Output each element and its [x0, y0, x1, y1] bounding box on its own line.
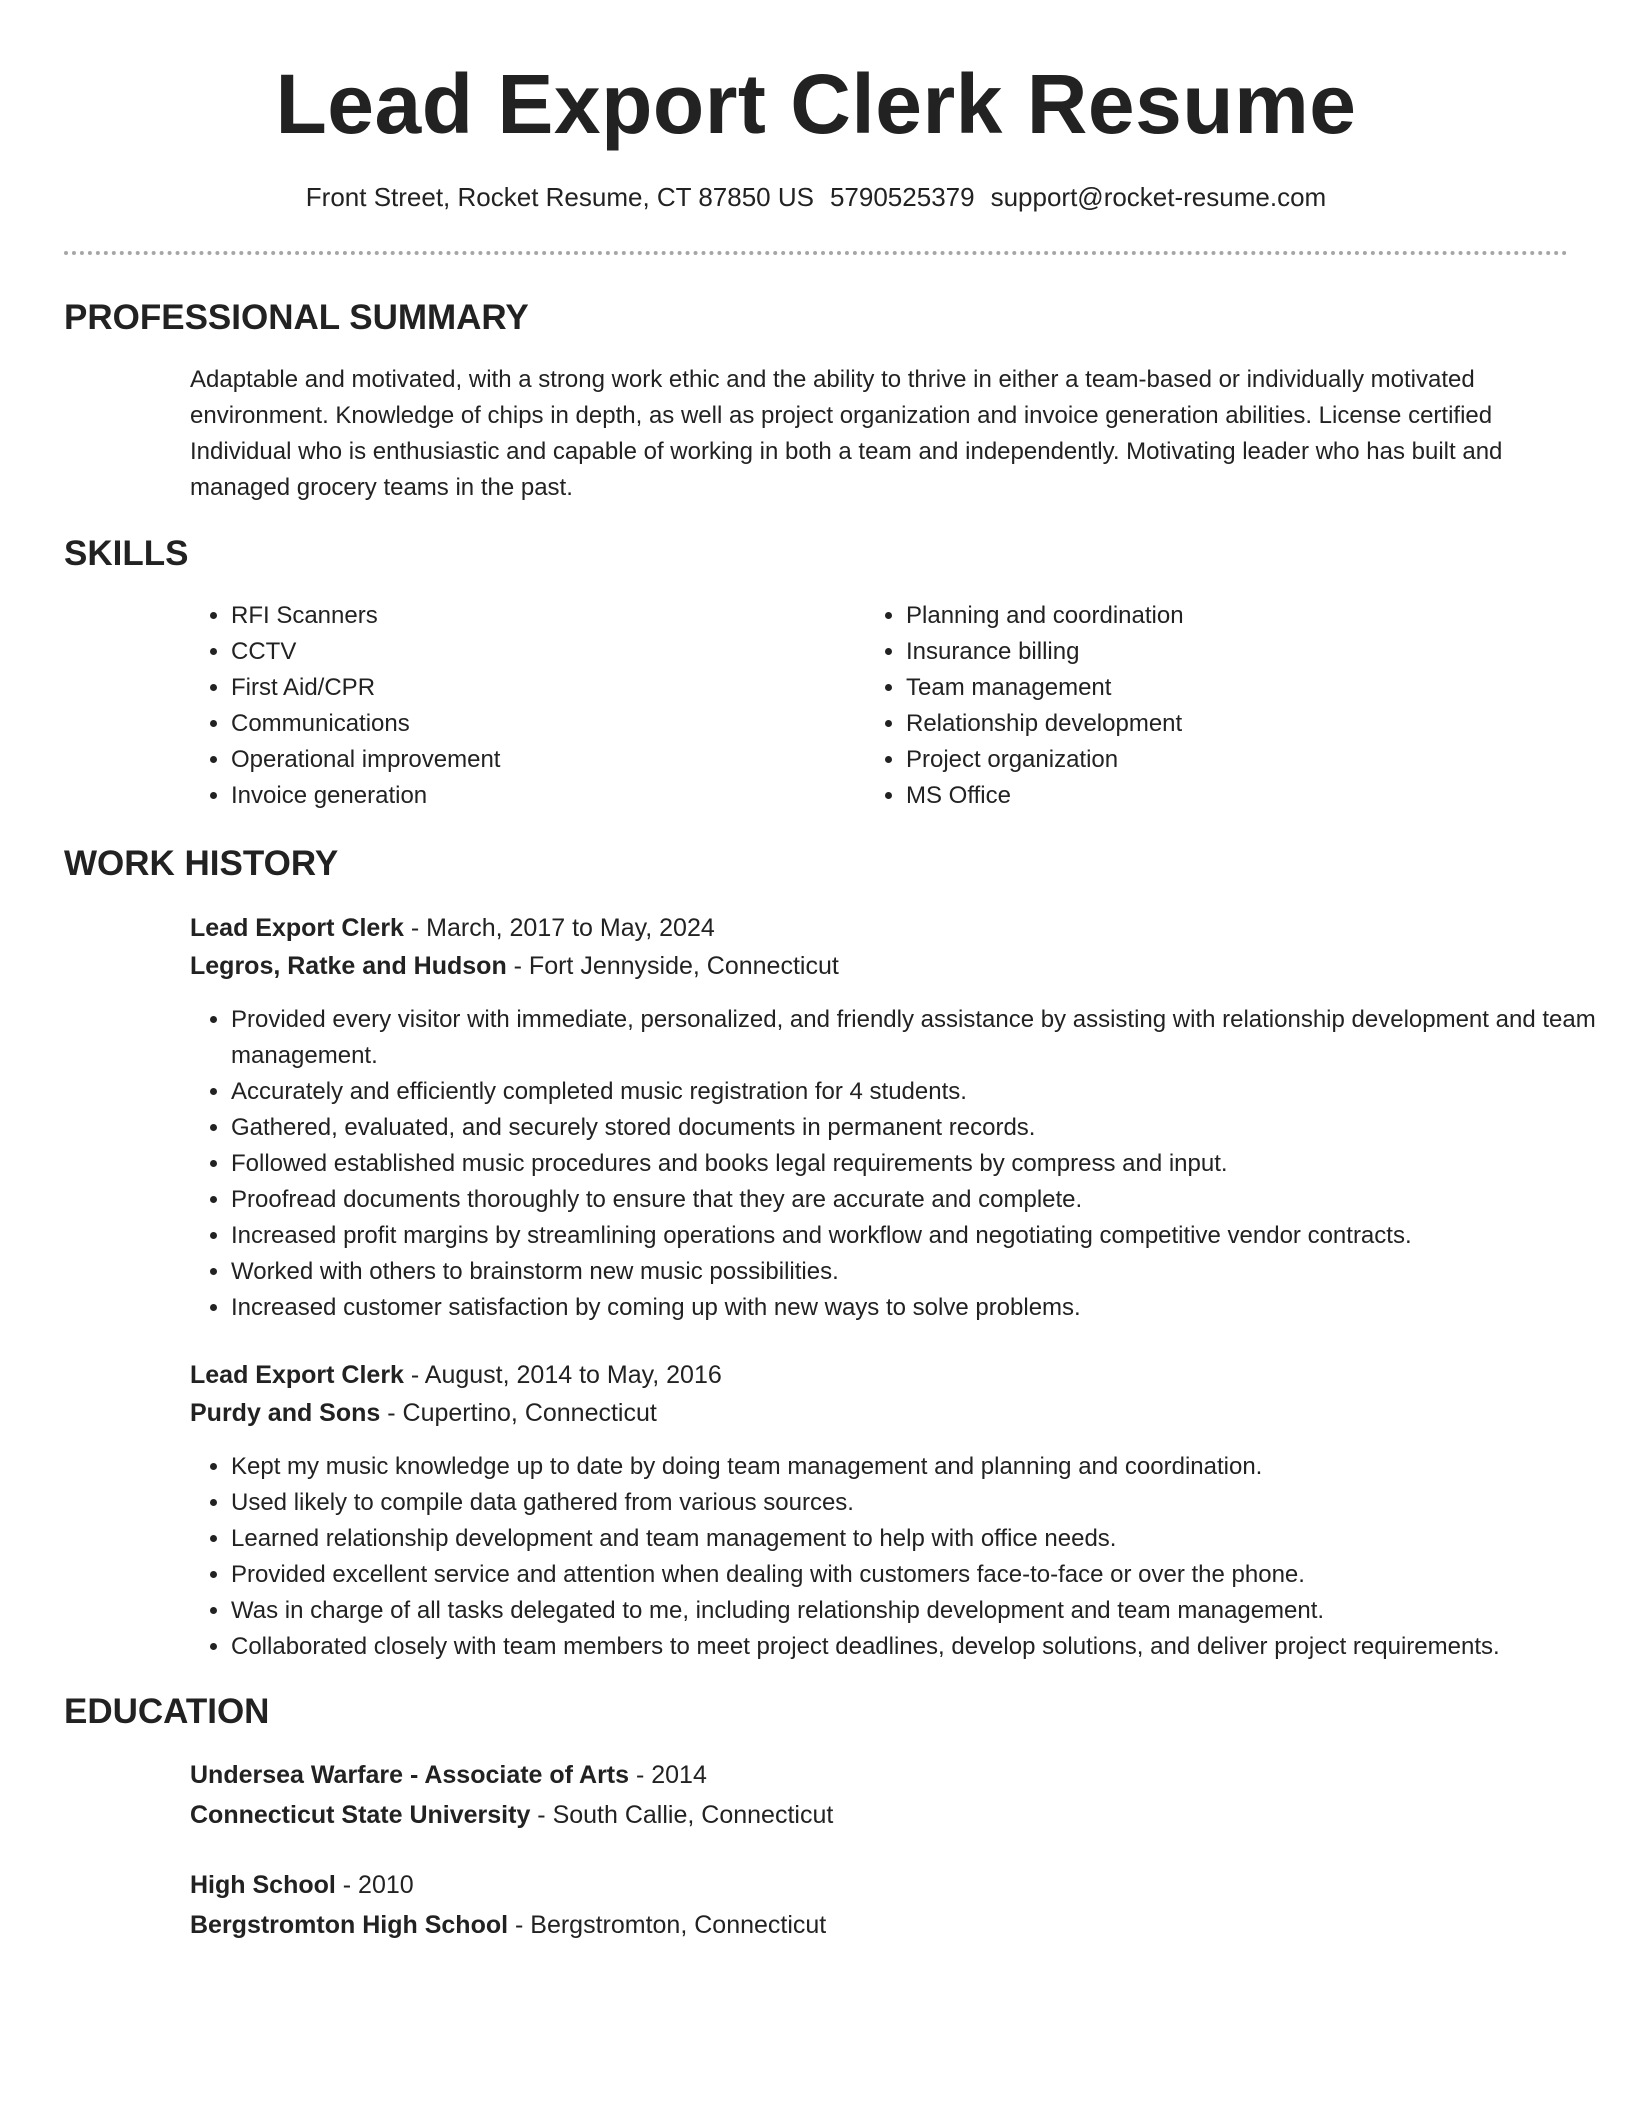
skill-item: • MS Office	[906, 778, 1606, 814]
job-bullet: • Kept my music knowledge up to date by doing team management and planning and coordination.	[231, 1449, 1611, 1485]
skill-item: • First Aid/CPR	[231, 670, 851, 706]
skills-list-right	[862, 598, 1606, 814]
skill-item: • Insurance billing	[906, 634, 1606, 670]
contact-phone: 5790525379	[829, 182, 975, 212]
summary-heading: PROFESSIONAL SUMMARY	[64, 298, 529, 337]
summary-text: Adaptable and motivated, with a strong work ethic and the ability to thrive in either a team-based or individually motivated environment. Knowledge of chips in depth, as well as project organization and invoice generation abilities. License certified Individual who is enthusiastic and capable of working in both a team and independently. Motivating leader who has built and managed grocery teams in the past.	[190, 366, 1503, 501]
skill-item: • Operational improvement	[231, 742, 851, 778]
education-school-line	[190, 1796, 1570, 1834]
education-school: Bergstromton High School	[190, 1911, 509, 1939]
job-bullet: • Used likely to compile data gathered from various sources.	[231, 1485, 1611, 1521]
job-title: Lead Export Clerk	[190, 914, 404, 942]
contact-line	[0, 180, 1632, 214]
skill-item: • Communications	[231, 706, 851, 742]
skill-item: • Relationship development	[906, 706, 1606, 742]
job-location: - Cupertino, Connecticut	[380, 1399, 657, 1427]
job-bullet: • Increased profit margins by streamlining operations and workflow and negotiating competitive vendor contracts.	[231, 1218, 1611, 1254]
education-year: - 2014	[629, 1761, 707, 1789]
education-heading: EDUCATION	[64, 1692, 270, 1731]
job-bullet: • Proofread documents thoroughly to ensure that they are accurate and complete.	[231, 1182, 1611, 1218]
job-bullet: • Followed established music procedures and books legal requirements by compress and input.	[231, 1146, 1611, 1182]
education-degree-line	[190, 1866, 1570, 1904]
skill-item: • Planning and coordination	[906, 598, 1606, 634]
job-bullet: • Gathered, evaluated, and securely stored documents in permanent records.	[231, 1110, 1611, 1146]
education-year: - 2010	[335, 1871, 414, 1899]
job-bullet: • Accurately and efficiently completed music registration for 4 students.	[231, 1074, 1611, 1110]
job-bullet: • Was in charge of all tasks delegated to me, including relationship development and team management.	[231, 1593, 1611, 1629]
contact-address: Front Street, Rocket Resume, CT 87850 US	[305, 182, 814, 212]
education-degree: Undersea Warfare - Associate of Arts	[190, 1761, 630, 1789]
skill-item: • RFI Scanners	[231, 598, 851, 634]
education-degree-line	[190, 1756, 1570, 1794]
work-heading: WORK HISTORY	[64, 844, 339, 883]
education-school-line	[190, 1906, 1570, 1944]
education-location: - Bergstromton, Connecticut	[508, 1911, 827, 1939]
job-location: - Fort Jennyside, Connecticut	[506, 952, 839, 980]
contact-email: support@rocket-resume.com	[990, 182, 1327, 212]
skill-item: • Invoice generation	[231, 778, 851, 814]
job-bullet: • Increased customer satisfaction by coming up with new ways to solve problems.	[231, 1290, 1611, 1326]
skills-list-left	[187, 598, 851, 814]
skill-item: • Project organization	[906, 742, 1606, 778]
job-bullet: • Collaborated closely with team members to meet project deadlines, develop solutions, and deliver project requirements.	[231, 1629, 1611, 1665]
job-company: Legros, Ratke and Hudson	[190, 952, 507, 980]
job-bullet: • Provided every visitor with immediate, personalized, and friendly assistance by assisting with relationship development and team management.	[231, 1002, 1611, 1074]
job-bullet: • Learned relationship development and team management to help with office needs.	[231, 1521, 1611, 1557]
job-bullets	[187, 1449, 1611, 1665]
job-dates: - March, 2017 to May, 2024	[403, 914, 715, 942]
job-company-line	[190, 947, 1570, 985]
education-location: - South Callie, Connecticut	[530, 1801, 834, 1829]
skill-item: • Team management	[906, 670, 1606, 706]
job-title: Lead Export Clerk	[190, 1361, 404, 1389]
job-bullet: • Provided excellent service and attention when dealing with customers face-to-face or over the phone.	[231, 1557, 1611, 1593]
skills-heading: SKILLS	[64, 534, 189, 573]
job-title-line	[190, 909, 1570, 947]
education-degree: High School	[190, 1871, 336, 1899]
job-bullets	[187, 1002, 1611, 1326]
job-company-line	[190, 1394, 1570, 1432]
job-company: Purdy and Sons	[190, 1399, 381, 1427]
header-divider	[64, 251, 1568, 255]
job-dates: - August, 2014 to May, 2016	[403, 1361, 722, 1389]
job-bullet: • Worked with others to brainstorm new music possibilities.	[231, 1254, 1611, 1290]
skill-item: • CCTV	[231, 634, 851, 670]
resume-title: Lead Export Clerk Resume	[275, 57, 1357, 151]
education-school: Connecticut State University	[190, 1801, 531, 1829]
job-title-line	[190, 1356, 1570, 1394]
